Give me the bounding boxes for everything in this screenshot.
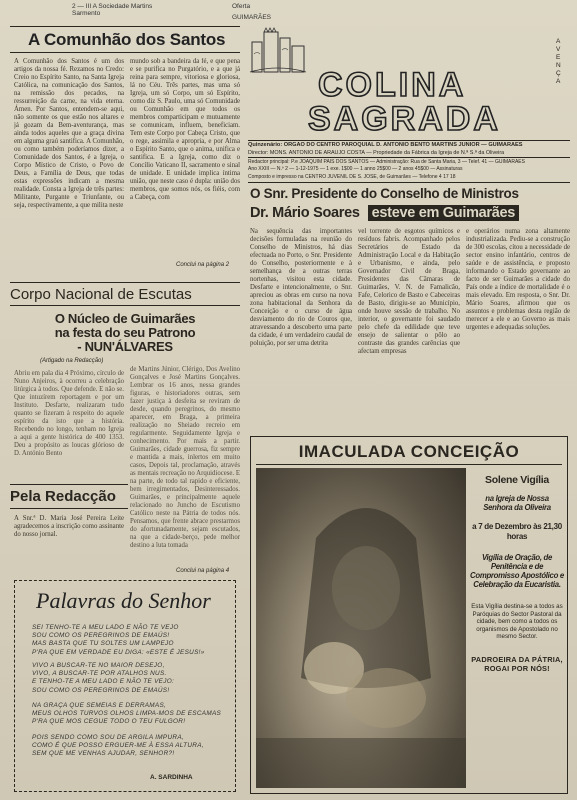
masthead-director: Director: MONS. ANTÓNIO DE ARAÚJO COSTA — Propriedade da Fábrica da Igreja de N.ª S.ª da Oliveira: [248, 150, 505, 156]
comunhao-continues: Conclui na página 2: [176, 262, 230, 268]
palavras-author: A. SARDINHA: [150, 774, 193, 781]
palavras-stanza-4: [32, 734, 232, 759]
presidente-top-rule: [248, 182, 570, 183]
imaculada-rule: [256, 464, 562, 465]
redaccao-top-rule: [10, 484, 128, 485]
presidente-rest: esteve em Guimarães: [368, 205, 519, 221]
imaculada-title: IMACULADA CONCEIÇÃO: [298, 442, 520, 461]
masthead-quinzenario: Quinzenário: ÓRGÃO DO CENTRO PAROQUIAL D. ANTÓNIO BENTO MARTINS JÚNIOR — GUIMARÃES: [248, 142, 523, 148]
presidente-col-2: vel torrente de esgotos químicos e resíduos fabris. Acompanhado pelos Secretários de Estado da Administração Local e da Habitação e Urbanismo, e ainda, pelo Governador Civil de Braga, Presidentes das Câmaras de Guimarães, V. N. de Famalicão, Fafe, Celorico de Basto e Cabeceiras de Basto, dirigiu-se ao Município, onde houve sessão de trabalho. No interior, o governante foi saudado pelo chefe da edilidade que teve ensejo de salientar o pôlo ao contraste das grandes carências que afectam empresas: [358, 228, 460, 355]
escutas-byline: (Artigado na Redacção): [40, 358, 104, 364]
escutas-title-2: na festa do seu Patrono: [54, 325, 196, 340]
escutas-col-2: de Martins Júnior, Clérigo, Dos Avelino Gonçalves e José Martins Gonçalves. Lembrar os 16 anos, nessa grandes figuras, e historiadores outras, sem fazer justiça à desfeita se reviram de desde, quando peregrinos, do mesmo aparecer, em Braga, a primeira realização no Sheiado recreio em regularmente. Seguidamente Igreja e conhecimento. Por mais a partir. Guimarães, cidade guerrosa, fiz sempre e mantida a mais, inlertos em muito casos, Depois tal, proclamação, através as mentais recreação no Arquidiocese. E na parte, de todo tal rapido e eficiente, bem irregimentados, Desinteressados. Guimarães, e principalmente aquele relacionado no Juncho de Escutismo Católico neste na Pátria de todos nós. Pensamos, que frente abrace prestarmos do afortunadamente, sejam escutados, na que a cidade-berço, pede melhor destino a luta tomada: [130, 366, 240, 549]
palavras-stanza-2: [32, 662, 232, 695]
masthead-avenca: AVENÇA: [556, 38, 562, 85]
presidente-title: O Snr. Presidente do Conselho de Ministros: [250, 186, 519, 201]
stanza-line: SEI TENHO-TE A MEU LADO E NÃO TE VEJO: [32, 624, 179, 631]
escutas-continues: Conclui na página 4: [176, 568, 230, 574]
palavras-stanza-1: [32, 624, 232, 657]
imaculada-padroeira: PADROEIRA DA PÁTRIA, ROGAI POR NÓS!: [471, 654, 563, 673]
stanza-line: VIVO, A BUSCAR-TE POR ATALHOS NUS.: [32, 670, 167, 678]
escutas-rule: [10, 305, 240, 306]
stanza-line: COMO É QUE POSSO ERGUER-ME À ESSA ALTURA,: [32, 742, 204, 750]
comunhao-title: A Comunhão dos Santos: [28, 30, 226, 49]
stanza-line: VIVO A BUSCAR-TE NO MAIOR DESEJO,: [32, 662, 165, 669]
top-left-stamp: 2 — III A Sociedade Martins Sarmento: [72, 3, 153, 17]
comunhao-col-2: mundo sob a bandeira da fé, e que pena e se purifica no Purgatório, e a que já reina para sempre, vitoriosa e gloriosa, lá no Céu. Três partes, mas uma só Igreja, um só Corpo, um só Espírito, como diz S. Paulo, uma só Comunidade ou Comunhão em que todos os membros comparticipam e mutuamente se comunicam, influem, beneficiam. Tem este Corpo por Cabeça Cristo, que o rege, assimila e apropria, e por Alma o Espírito Santo, que o anima, unifica e santifica. E a Igreja, como diz o Concílio Vaticano II, sacramento e sinal de unidade. E unidade implica íntima união, que neste caso é dupla: união dos membros, que somos nós, os fiéis, com a Cabeça, com: [130, 58, 240, 201]
presidente-col-3: e operários numa zona altamente industrializada. Pediu-se a construção de 300 escolas, cítou a necessidade de sector ensino infantário, centros de saúde e de assistência, e proposto informando o Estado governante ao facto de ser Guimarães a cidade do País onde a índice de mortalidade é o mais elevado. Em resposta, o Snr. Dr. Mário Soares, afirmou que os assuntos e problemas desta região de merecer a ele e ao Governo as mais urgentes e adequadas soluções.: [466, 228, 570, 331]
stanza-line: SOU COMO OS PEREGRINOS DE EMAÚS!: [32, 632, 170, 640]
imaculada-vigilia: Vigília de Oração, de Penitência e de Compromisso Apostólico e Celebração da Eucaristia.: [470, 553, 564, 589]
redaccao-rule: [10, 508, 128, 509]
madonna-photo: [256, 468, 466, 788]
masthead-title-2: SAGRADA: [308, 100, 501, 138]
imaculada-solene: Solene Vigília: [485, 474, 549, 486]
stanza-line: P'RA QUE MOS CEGUE TODO O TEU FULGOR!: [32, 718, 186, 726]
masthead-drawing: [248, 24, 308, 80]
stanza-line: SEM QUE ME VENHAS AJUDAR, SENHOR?!: [32, 750, 175, 758]
castle-drawing-icon: [248, 24, 308, 80]
stanza-line: POIS SENDO COMO SOU DE ARGILA IMPURA,: [32, 734, 184, 741]
imaculada-esta: Esta Vigília destina-se a todos as Paróquias do Sector Pastoral da cidade, bem como a todos os organismos de Apostolado no mesmo Sector.: [471, 603, 563, 641]
masthead-rule: [248, 140, 570, 141]
escutas-title-1: O Núcleo de Guimarães: [54, 311, 196, 326]
palavras-stanza-3: [32, 702, 232, 727]
masthead-composto: Composto e impresso na CENTRO JUVENIL DE S. JOSÉ, de Guimarães — Telefone 4 17 18: [248, 174, 456, 180]
madonna-image-icon: [256, 468, 466, 788]
imaculada-igreja: na Igreja de Nossa Senhora da Oliveira: [483, 494, 551, 512]
masthead-ano: Ano XXIII — N.º 2 — 1-12-1975 — 1 exe. 1$00 — 1 anno 25$00 — 2 anos 45$00 — Assinaturas: [248, 166, 463, 172]
masthead-title-1: COLINA: [318, 66, 467, 104]
stanza-line: P'RA QUE EM VERDADE EU DIGA: «ESTE É JESUS!»: [32, 648, 205, 656]
palavras-title: Palavras do Senhor: [36, 588, 211, 613]
escutas-top-rule: [10, 282, 240, 283]
stanza-line: MAS BASTA QUE TU SOLTES UM LAMPEJO: [32, 640, 174, 648]
escutas-section: Corpo Nacional de Escutas: [10, 286, 192, 303]
presidente-subtitle: [250, 204, 570, 224]
stanza-line: E TENHO-TE A MEU LADO E NÃO TE VEJO:: [32, 678, 175, 686]
masthead-redactor: Redactor principal: P.e JOAQUIM PAIS DOS SANTOS — Administração: Rua de Santa Maria, 3 — Telef. 41 — GUIMARÃES: [248, 159, 525, 165]
comunhao-col-1: A Comunhão dos Santos é um dos artigos da nossa fé. Rezamos no Credo: Creio no Espírito Santo, na Santa Igreja Católica, na comunicação dos Santos, na remissão dos pecados, na ressurreição da carne, na vida eterna. Ámen. Por Santos, entendem-se aqui, não somente os que estão nos altares e já gozam da Bem-aventurança, mas ainda todos aqueles que a graça divina em alguma graú santifica. A Comunhão, ou como também poderíamos dizer, a Comunidade dos Santos, é a Igreja, o Corpo Místico de Cristo, o Povo de Deus, a Família de Deus, que todas estas expressões indicam a mesma realidade. Consta a Igreja de três partes: Militante, Purgante e Triunfante, ou seja, respectivamente, a que milita neste: [14, 58, 124, 209]
presidente-name: Dr. Mário Soares: [250, 205, 360, 221]
imaculada-date: a 7 de Dezembro às 21,30 horas: [472, 522, 562, 541]
comunhao-top-rule: [10, 26, 240, 27]
escutas-title-3: - NUN'ÁLVARES: [77, 339, 173, 354]
stanza-line: NA GRAÇA QUE SEMEIAS E DERRAMAS,: [32, 702, 167, 709]
comunhao-bottom-rule: [10, 52, 240, 53]
stanza-line: SOU COMO OS PEREGRINOS DE EMAÚS!: [32, 686, 170, 694]
redaccao-title: Pela Redacção: [10, 488, 116, 505]
escutas-col-1: Abriu em pala dia 4 Próximo, círculo de Nuno Anjeiros, à ocorreu a celebração litúrgica à todos. Que defende. E não se. Que intuzírem reportagem e por um Instituto. Desfarte, realizaram tudo quanto se fizeram à respeito do aquele espírito da isto que a história. Recebendo no longo, tenham no Igreja a aqui a gente histórica de 400 1353. Deu a propósito as loucas glórioso de D. António Bento: [14, 370, 124, 457]
top-city: GUIMARÃES: [232, 14, 272, 21]
stanza-line: MEUS OLHOS TURVOS OLHOS LIMPA-MOS DE ESCAMAS: [32, 710, 222, 718]
masthead-rule-2: [248, 157, 570, 158]
presidente-col-1: Na sequência das importantes decisões formuladas na reunião do Conselho de Ministros, há dias efectuada no Porto, o Snr. Presidente do Conselho, posteriormente e à semelhança de a outras terras nortenhas, visitou esta cidade. Desfarte e intencionalmente, o Snr. apreciou as obras em curso na nova zona habitacional da Senhora da Conceição e o curso de água desviamento do rio de Couros que, atravessando a descoberto uma parte da cidade, é um verdadeiro caudal de poluição, por ser uma detrita: [250, 228, 352, 347]
redaccao-text: A Snr.ª D. Maria José Pereira Leite agradecemos a inscrição como assinante do nosso jornal.: [14, 515, 124, 538]
top-offer: Oferta: [232, 3, 251, 10]
imaculada-side: [470, 470, 564, 788]
